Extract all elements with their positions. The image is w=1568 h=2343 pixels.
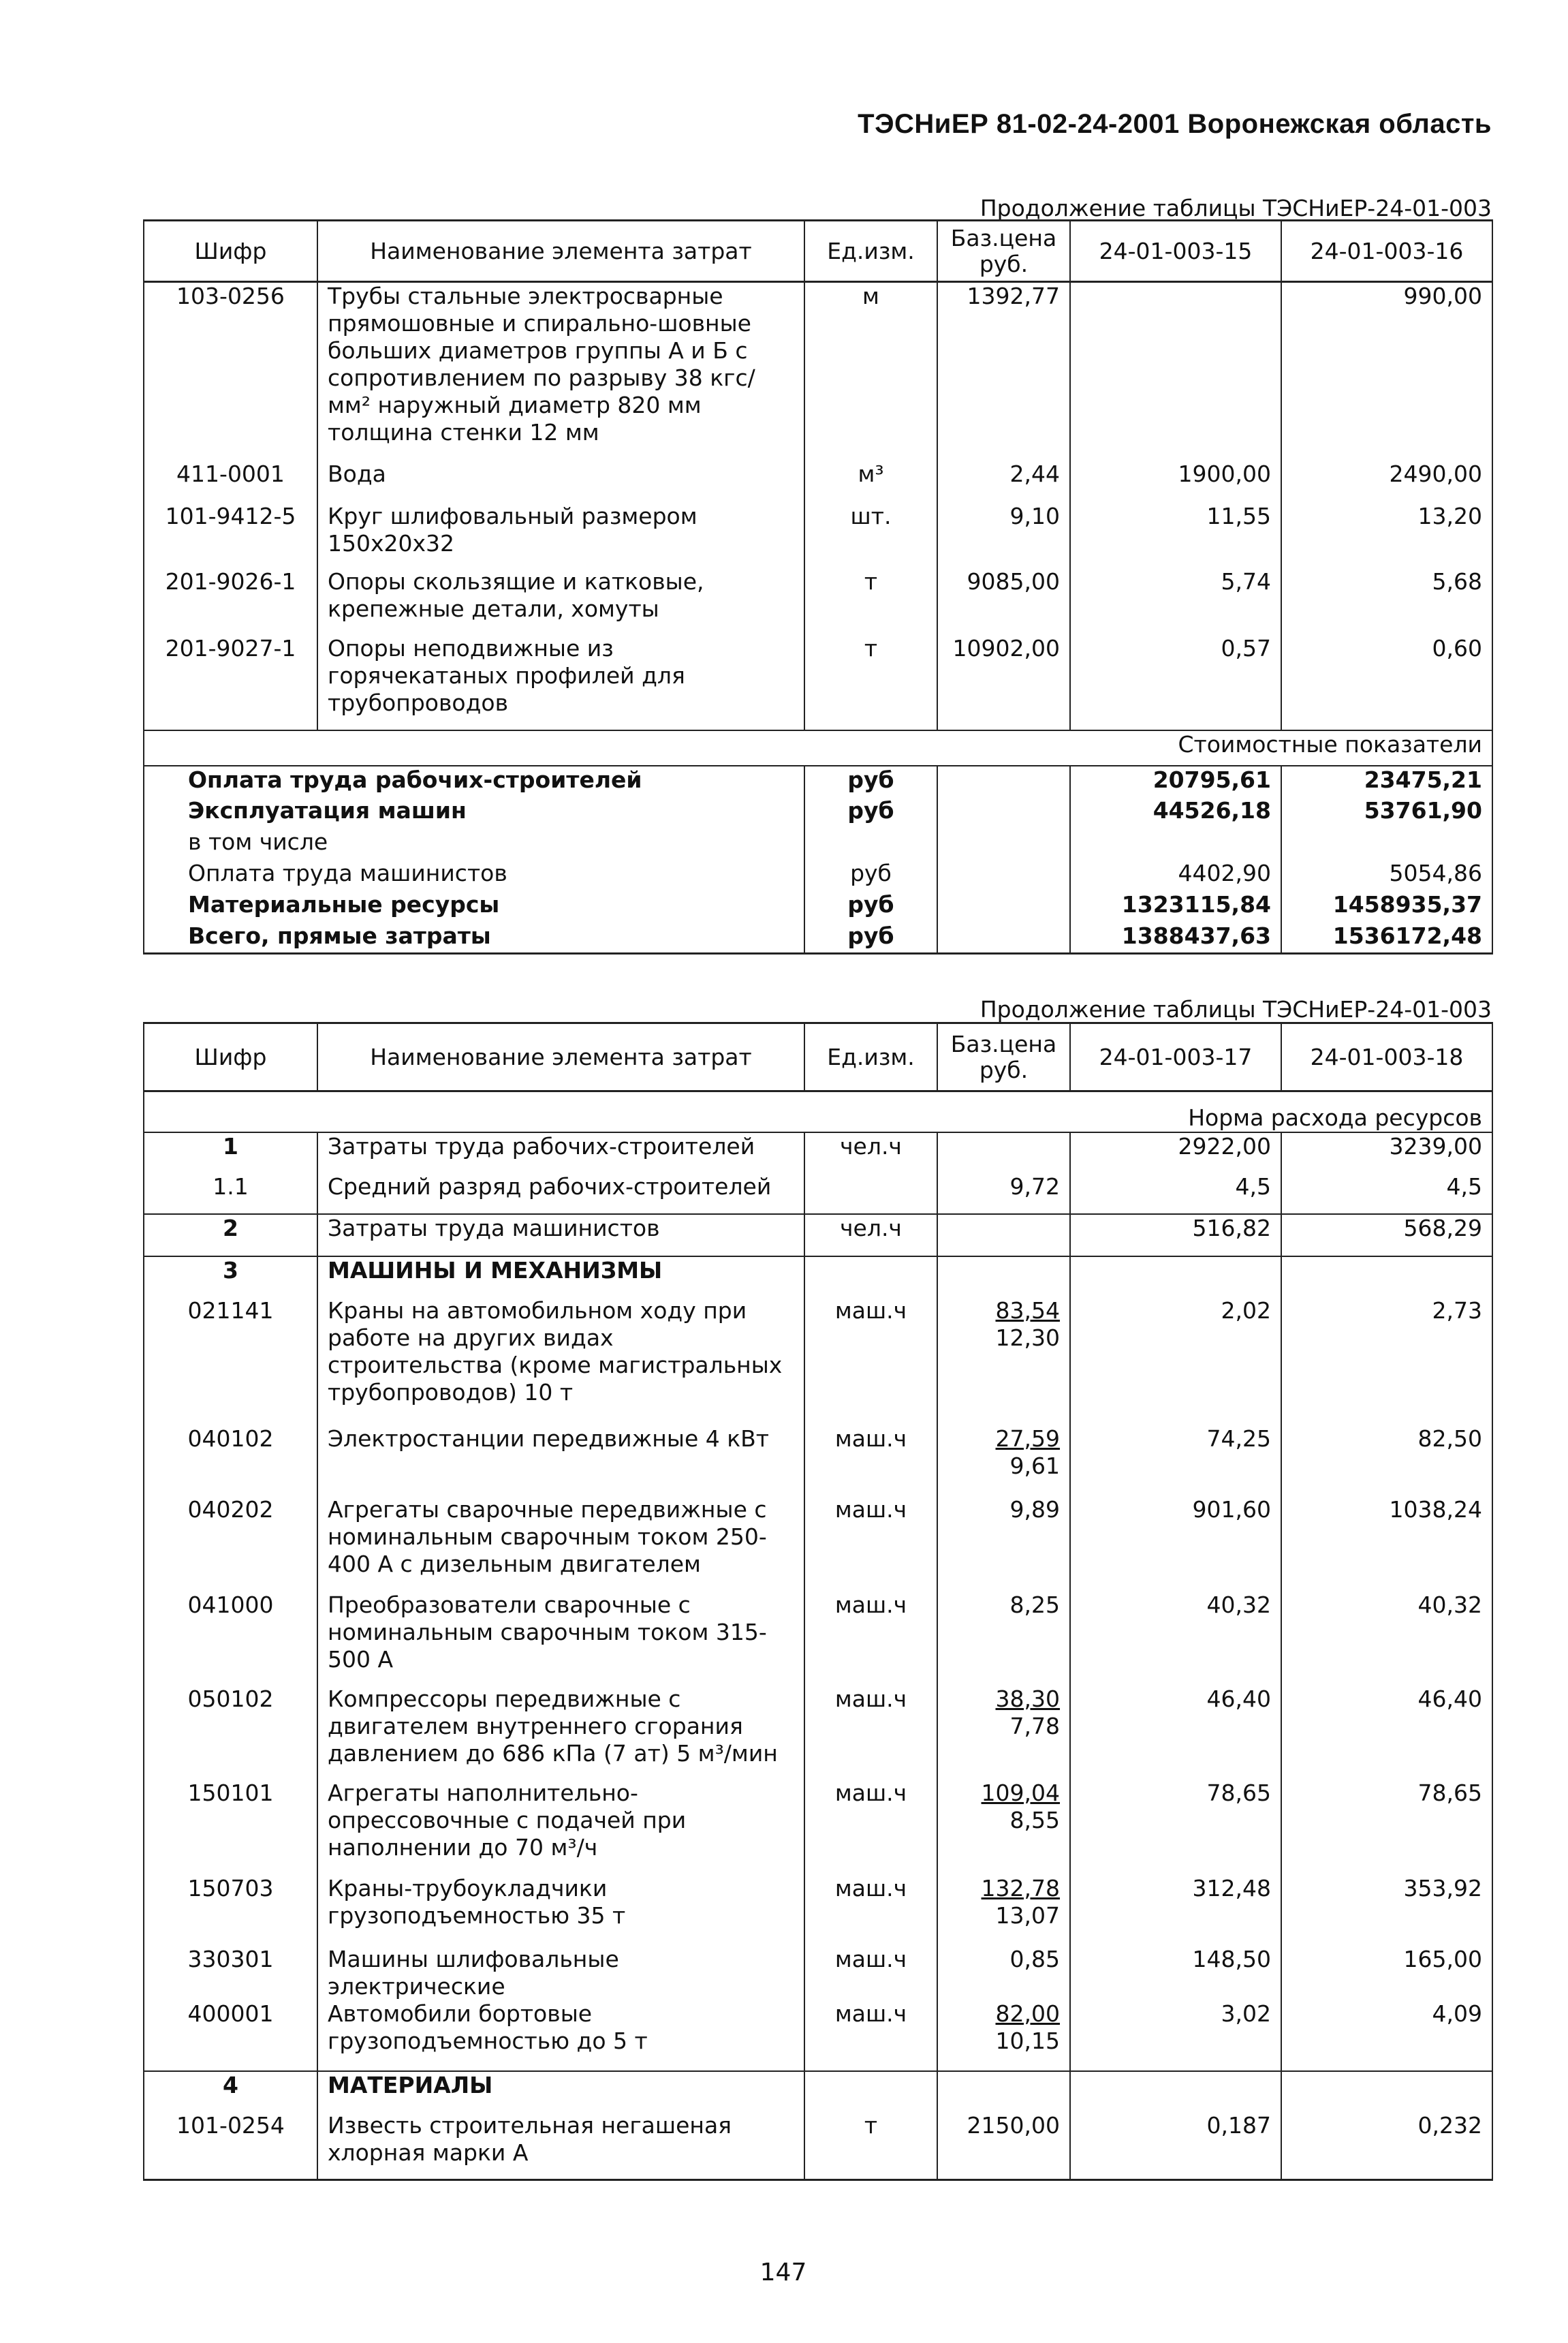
cost-name: Оплата труда рабочих-строителей: [144, 766, 804, 797]
row-unit: т: [804, 2112, 937, 2180]
cost-empty: [937, 860, 1070, 891]
row-price-value: 0,85: [1009, 1945, 1060, 1972]
cost-row: [144, 828, 1492, 860]
row-price-value: 9,89: [1009, 1495, 1060, 1523]
cost-name: Всего, прямые затраты: [144, 922, 804, 954]
cost-value-b: 1458935,37: [1281, 891, 1492, 922]
table-row: [144, 282, 1492, 461]
row-unit: маш.ч: [804, 1875, 937, 1946]
row-unit: т: [804, 635, 937, 730]
cost-unit: руб: [804, 766, 937, 797]
table-row: [144, 1780, 1492, 1875]
row-code: 201-9027-1: [144, 635, 317, 730]
cost-unit: руб: [804, 891, 937, 922]
row-value-a: [1070, 1256, 1281, 1297]
cost-value-b: [1281, 828, 1492, 860]
row-value-a: [1070, 282, 1281, 461]
cost-unit: руб: [804, 922, 937, 954]
header-col-b: 24-01-003-16: [1281, 221, 1492, 282]
row-price: 2,44: [937, 461, 1070, 503]
table-row: [144, 1686, 1492, 1780]
cost-unit: [804, 828, 937, 860]
cost-value-a: [1070, 828, 1281, 860]
row-value-b: 0,232: [1281, 2112, 1492, 2180]
row-unit: чел.ч: [804, 1132, 937, 1173]
table-row: [144, 1173, 1492, 1214]
row-name: Вода: [317, 461, 804, 503]
row-value-a: 78,65: [1070, 1780, 1281, 1875]
header-unit: Ед.изм.: [804, 221, 937, 282]
table-row: [144, 635, 1492, 730]
header-col-a: 24-01-003-15: [1070, 221, 1281, 282]
row-value-b: 40,32: [1281, 1592, 1492, 1686]
row-price: [937, 1686, 1070, 1780]
table-row: [144, 1214, 1492, 1256]
header-price: Баз.цена руб.: [937, 221, 1070, 282]
cost-value-a: 1388437,63: [1070, 922, 1281, 954]
row-name: Компрессоры передвижные с двигателем внутреннего сгорания давлением до 686 кПа (7 ат) 5 м³/мин: [317, 1686, 804, 1780]
row-value-a: 46,40: [1070, 1686, 1281, 1780]
row-unit: маш.ч: [804, 1297, 937, 1425]
resource-table-1: [143, 219, 1493, 955]
table2-continuation: Продолжение таблицы ТЭСНиЕР-24-01-003: [979, 996, 1492, 1023]
row-code: 330301: [144, 1946, 317, 2000]
row-value-b: 82,50: [1281, 1425, 1492, 1496]
row-value-a: 0,57: [1070, 635, 1281, 730]
row-price-secondary: 8,55: [1009, 1806, 1060, 1833]
row-name: Средний разряд рабочих-строителей: [317, 1173, 804, 1214]
row-unit: [804, 1256, 937, 1297]
row-value-b: 4,09: [1281, 2000, 1492, 2071]
row-code: 150703: [144, 1875, 317, 1946]
row-code: 150101: [144, 1780, 317, 1875]
row-value-b: 568,29: [1281, 1214, 1492, 1256]
row-name: Краны на автомобильном ходу при работе на других видах строительства (кроме магистральных трубопроводов) 10 т: [317, 1297, 804, 1425]
row-name: Опоры скользящие и катковые, крепежные детали, хомуты: [317, 568, 804, 635]
row-price: [937, 1946, 1070, 2000]
cost-name: в том числе: [144, 828, 804, 860]
header-name: Наименование элемента затрат: [317, 221, 804, 282]
row-price-secondary: 13,07: [995, 1902, 1060, 1929]
header-col-b: 24-01-003-18: [1281, 1023, 1492, 1091]
row-price: [937, 2000, 1070, 2071]
header-code: Шифр: [144, 221, 317, 282]
row-name: Трубы стальные электросварные прямошовные и спирально-шовные больших диаметров группы А и Б с сопротивлением по разрыву 38 кгс/мм² наружный диаметр 820 мм толщина стенки 12 мм: [317, 282, 804, 461]
row-price: [937, 1875, 1070, 1946]
row-price-value: 109,04: [981, 1779, 1060, 1806]
row-value-b: 0,60: [1281, 635, 1492, 730]
row-unit: маш.ч: [804, 1425, 937, 1496]
row-value-a: 148,50: [1070, 1946, 1281, 2000]
row-unit: маш.ч: [804, 1686, 937, 1780]
table-row: [144, 1946, 1492, 2000]
cost-section-label: Стоимостные показатели: [144, 730, 1492, 766]
row-code: 411-0001: [144, 461, 317, 503]
header-unit: Ед.изм.: [804, 1023, 937, 1091]
row-value-a: 0,187: [1070, 2112, 1281, 2180]
row-price: [937, 1132, 1070, 1173]
row-unit: маш.ч: [804, 2000, 937, 2071]
row-code: 4: [144, 2071, 317, 2112]
table-row: [144, 503, 1492, 568]
cost-empty: [937, 828, 1070, 860]
table1-continuation: Продолжение таблицы ТЭСНиЕР-24-01-003: [979, 195, 1492, 221]
header-code: Шифр: [144, 1023, 317, 1091]
row-unit: маш.ч: [804, 1780, 937, 1875]
header-col-a: 24-01-003-17: [1070, 1023, 1281, 1091]
row-price: [937, 1297, 1070, 1425]
row-code: 400001: [144, 2000, 317, 2071]
row-code: 103-0256: [144, 282, 317, 461]
cost-value-a: 4402,90: [1070, 860, 1281, 891]
row-value-b: 2490,00: [1281, 461, 1492, 503]
row-price: [937, 1425, 1070, 1496]
row-name: Агрегаты сварочные передвижные с номинальным сварочным током 250-400 А с дизельным двигателем: [317, 1496, 804, 1592]
row-price-secondary: 9,61: [1009, 1452, 1060, 1479]
row-value-b: 1038,24: [1281, 1496, 1492, 1592]
row-value-b: 46,40: [1281, 1686, 1492, 1780]
row-name: МАШИНЫ И МЕХАНИЗМЫ: [317, 1256, 804, 1297]
row-price-secondary: 7,78: [1009, 1712, 1060, 1739]
cost-name: Оплата труда машинистов: [144, 860, 804, 891]
cost-row: [144, 860, 1492, 891]
row-name: Затраты труда машинистов: [317, 1214, 804, 1256]
row-unit: [804, 2071, 937, 2112]
row-name: Автомобили бортовые грузоподъемностью до 5 т: [317, 2000, 804, 2071]
cost-name: Эксплуатация машин: [144, 797, 804, 828]
row-price-value: 27,59: [995, 1425, 1060, 1452]
norm-label-row: [144, 1091, 1492, 1132]
row-price: [937, 1173, 1070, 1214]
section-row: [144, 2071, 1492, 2112]
row-code: 101-9412-5: [144, 503, 317, 568]
section-row: [144, 1256, 1492, 1297]
row-value-b: 5,68: [1281, 568, 1492, 635]
table-row: [144, 1132, 1492, 1173]
cost-unit: руб: [804, 797, 937, 828]
row-price: 9085,00: [937, 568, 1070, 635]
table-row: [144, 1592, 1492, 1686]
row-value-a: 2,02: [1070, 1297, 1281, 1425]
cost-value-b: 5054,86: [1281, 860, 1492, 891]
table-row: [144, 1297, 1492, 1425]
row-code: 041000: [144, 1592, 317, 1686]
row-value-b: 4,5: [1281, 1173, 1492, 1214]
row-price-value: 82,00: [995, 2000, 1060, 2027]
header-price: Баз.цена руб.: [937, 1023, 1070, 1091]
row-price: [937, 1496, 1070, 1592]
row-price: [937, 1214, 1070, 1256]
row-value-b: 165,00: [1281, 1946, 1492, 2000]
row-unit: м: [804, 282, 937, 461]
page-number: 147: [759, 2259, 807, 2286]
row-value-b: [1281, 1256, 1492, 1297]
row-price-value: 38,30: [995, 1685, 1060, 1712]
row-price: 1392,77: [937, 282, 1070, 461]
row-name: Опоры неподвижные из горячекатаных профилей для трубопроводов: [317, 635, 804, 730]
norm-label: Норма расхода ресурсов: [144, 1091, 1492, 1132]
table-row: [144, 2000, 1492, 2071]
row-value-b: 13,20: [1281, 503, 1492, 568]
row-name: Агрегаты наполнительно-опрессовочные с подачей при наполнении до 70 м³/ч: [317, 1780, 804, 1875]
row-price: [937, 1592, 1070, 1686]
row-value-a: 74,25: [1070, 1425, 1281, 1496]
row-unit: чел.ч: [804, 1214, 937, 1256]
header-name: Наименование элемента затрат: [317, 1023, 804, 1091]
table-row: [144, 2112, 1492, 2180]
cost-row: [144, 797, 1492, 828]
table-header-row: [144, 221, 1492, 282]
row-unit: [804, 1173, 937, 1214]
row-price-secondary: 12,30: [995, 1324, 1060, 1351]
row-value-a: 901,60: [1070, 1496, 1281, 1592]
row-price: [937, 2112, 1070, 2180]
row-name: Преобразователи сварочные с номинальным сварочным током 315-500 А: [317, 1592, 804, 1686]
row-code: 050102: [144, 1686, 317, 1780]
row-value-a: 5,74: [1070, 568, 1281, 635]
row-value-b: 78,65: [1281, 1780, 1492, 1875]
cost-section-label-row: [144, 730, 1492, 766]
row-price: [937, 1780, 1070, 1875]
row-unit: маш.ч: [804, 1496, 937, 1592]
row-code: 3: [144, 1256, 317, 1297]
row-unit: маш.ч: [804, 1946, 937, 2000]
row-price-value: 83,54: [995, 1297, 1060, 1324]
row-code: 1: [144, 1132, 317, 1173]
row-price-value: 8,25: [1009, 1591, 1060, 1618]
row-value-a: 3,02: [1070, 2000, 1281, 2071]
table-row: [144, 568, 1492, 635]
cost-row: [144, 922, 1492, 954]
table-header-row: [144, 1023, 1492, 1091]
row-name: Известь строительная негашеная хлорная марки А: [317, 2112, 804, 2180]
row-code: 021141: [144, 1297, 317, 1425]
cost-value-b: 23475,21: [1281, 766, 1492, 797]
row-value-a: 11,55: [1070, 503, 1281, 568]
cost-row: [144, 766, 1492, 797]
row-price-value: 132,78: [981, 1874, 1060, 1902]
row-price-secondary: 10,15: [995, 2027, 1060, 2054]
row-price-value: 2150,00: [967, 2111, 1060, 2139]
row-name: Машины шлифовальные электрические: [317, 1946, 804, 2000]
row-value-a: 2922,00: [1070, 1132, 1281, 1173]
cost-empty: [937, 891, 1070, 922]
row-value-a: [1070, 2071, 1281, 2112]
cost-value-b: 53761,90: [1281, 797, 1492, 828]
cost-empty: [937, 766, 1070, 797]
row-price: [937, 1256, 1070, 1297]
row-unit: шт.: [804, 503, 937, 568]
row-value-a: 1900,00: [1070, 461, 1281, 503]
row-code: 2: [144, 1214, 317, 1256]
table-row: [144, 1425, 1492, 1496]
row-code: 040102: [144, 1425, 317, 1496]
row-value-a: 516,82: [1070, 1214, 1281, 1256]
table-row: [144, 1875, 1492, 1946]
row-code: 201-9026-1: [144, 568, 317, 635]
row-value-b: 353,92: [1281, 1875, 1492, 1946]
row-unit: маш.ч: [804, 1592, 937, 1686]
row-value-b: 990,00: [1281, 282, 1492, 461]
resource-table-2: [143, 1022, 1493, 2181]
row-unit: т: [804, 568, 937, 635]
row-code: 1.1: [144, 1173, 317, 1214]
row-value-b: [1281, 2071, 1492, 2112]
row-value-a: 312,48: [1070, 1875, 1281, 1946]
table-row: [144, 461, 1492, 503]
row-name: МАТЕРИАЛЫ: [317, 2071, 804, 2112]
cost-value-a: 44526,18: [1070, 797, 1281, 828]
row-code: 101-0254: [144, 2112, 317, 2180]
cost-value-a: 20795,61: [1070, 766, 1281, 797]
row-price: 9,10: [937, 503, 1070, 568]
cost-value-b: 1536172,48: [1281, 922, 1492, 954]
table-row: [144, 1496, 1492, 1592]
row-name: Затраты труда рабочих-строителей: [317, 1132, 804, 1173]
row-value-b: 2,73: [1281, 1297, 1492, 1425]
row-code: 040202: [144, 1496, 317, 1592]
cost-empty: [937, 797, 1070, 828]
row-price: 10902,00: [937, 635, 1070, 730]
row-price: [937, 2071, 1070, 2112]
row-name: Круг шлифовальный размером 150х20х32: [317, 503, 804, 568]
cost-unit: руб: [804, 860, 937, 891]
row-name: Электростанции передвижные 4 кВт: [317, 1425, 804, 1496]
row-unit: м³: [804, 461, 937, 503]
cost-name: Материальные ресурсы: [144, 891, 804, 922]
row-value-a: 40,32: [1070, 1592, 1281, 1686]
row-value-a: 4,5: [1070, 1173, 1281, 1214]
cost-empty: [937, 922, 1070, 954]
row-value-b: 3239,00: [1281, 1132, 1492, 1173]
row-price-value: 9,72: [1009, 1173, 1060, 1200]
page-header: ТЭСНиЕР 81-02-24-2001 Воронежская область: [858, 109, 1492, 139]
row-name: Краны-трубоукладчики грузоподъемностью 35 т: [317, 1875, 804, 1946]
cost-row: [144, 891, 1492, 922]
cost-value-a: 1323115,84: [1070, 891, 1281, 922]
